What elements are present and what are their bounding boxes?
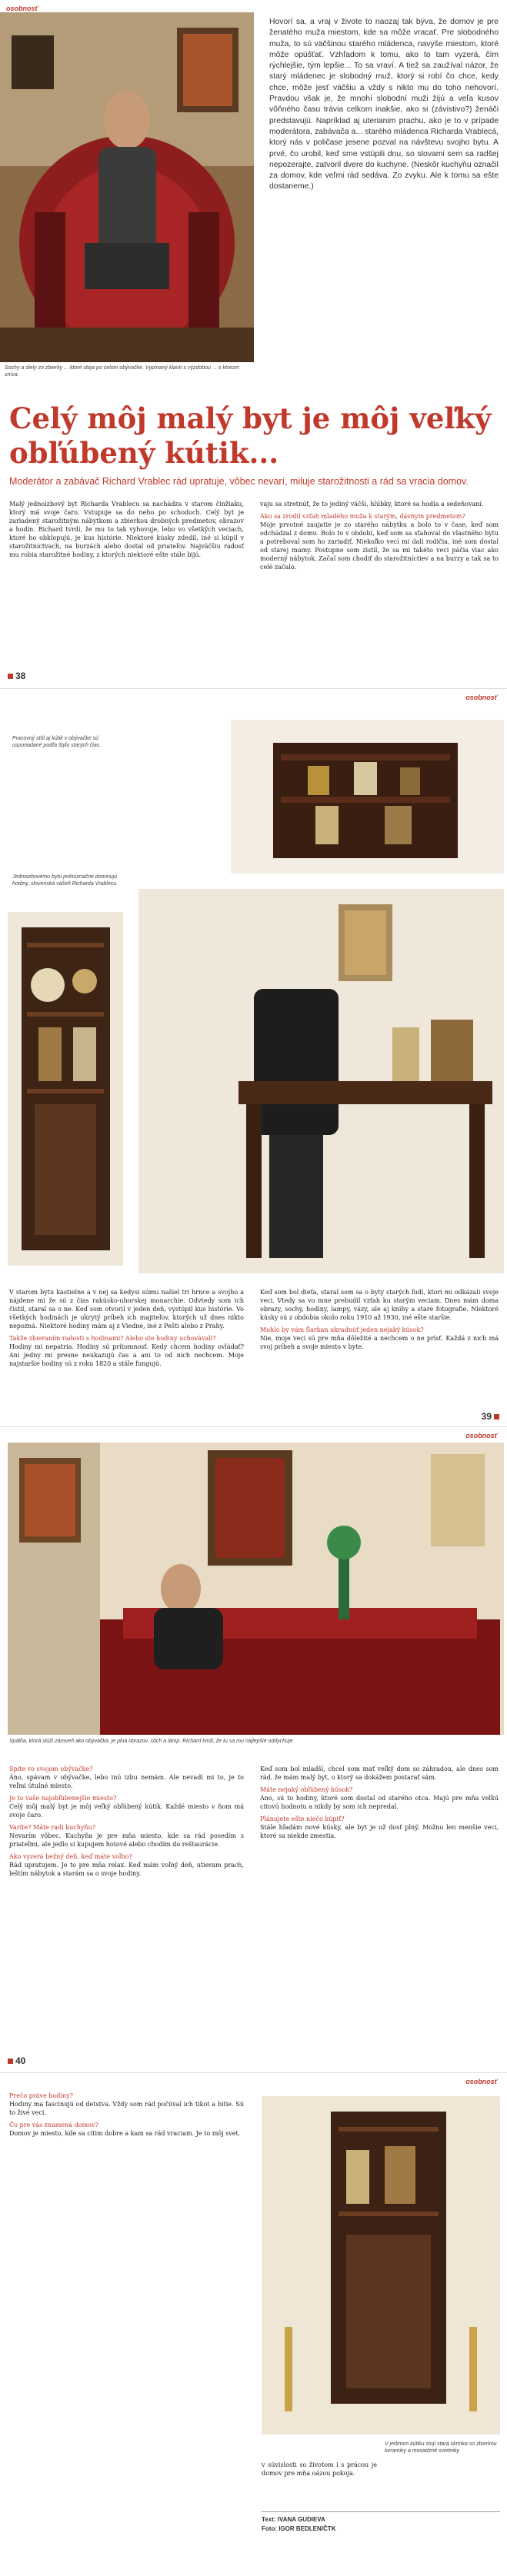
page40-col-left xyxy=(9,1765,244,1882)
page38-body-left: Malý jednoizbový byt Richarda Vrablecu sa nachádza v starom činžiaku, ktorý má svoje čaro. Vstupuje sa do neho po schodoch. Celý byt je zariadený starožitným nábytkom a zbierkou drobných predmetov, obrazov a hodín. Richard tvrdí, že mu to tak vyhovuje, lebo vo všetkých veciach, ktoré ho obklopujú, je kus histórie. Niektoré kúsky zdedil, iné si kúpil v starožitníctvach, na burzách alebo dostal od priateľov. Najväčšiu radosť mu robia starožitné hodiny, z ktorých niektoré ešte stále bijú. xyxy=(9,501,244,558)
man-in-chair-illustration xyxy=(0,12,254,362)
page-number-marker-2 xyxy=(8,2058,13,2064)
page40-body-2: Celý môj malý byt je môj veľký obľúbený kútik. Každé miesto v ňom má svoje čaro. xyxy=(9,1803,244,1819)
page40-question-2: Je to vaše najobľúbenejšie miesto? xyxy=(9,1795,117,1802)
page39-body-left-2: Hodiny mi nepatria. Hodiny sú prítomnosť. Kedy chcem hodiny ovládať? Ani jedny mi presne neukazujú čas a ani to od nich nechcem. Moje najstaršie hodiny sú z roku 1820 a stále fungujú. xyxy=(9,1343,244,1367)
page39-body-left: V starom bytu kastielne a v nej sa kedysi súmu našiel tri hrnce a svojho a nájdene mi že sú z čias rakúsko-uhorskej monarchie. Odvtedy som ich čistil, staral sa o ne. Keď som otvoril v jeden deň, vystúpil kus histórie. Vo všetkých hodinách je ukrytý príbeh ich majiteľov, ktorých už dnes nikto nepozná. Niektoré hodiny mám aj z Viedne, iné z Pešti alebo z Prahy. xyxy=(9,1289,244,1330)
page39-col-left xyxy=(9,1288,244,1372)
page-38-images xyxy=(0,688,507,1288)
page40-question-4: Ako vyzerá bežný deň, keď máte voľno? xyxy=(9,1853,132,1860)
page39-question-1: Takže zbieraním radosti s hodinami? Alebo ste hodiny uchovávali? xyxy=(9,1335,216,1342)
section-label-3: osobnosť xyxy=(465,1432,498,1439)
caption-desk: Pracovný stôl aj kútik v obývačke sú usporiadané podľa štýlu starých čias. xyxy=(12,736,102,748)
credits-photo-author: Foto: IGOR BEDLEN/ČTK xyxy=(262,2525,336,2532)
caption-clocks: Jednoizbovému bytu jednoznačne dominujú hodiny, slovenská vášeň Richarda Vrablecu. xyxy=(12,874,118,887)
page39-col-right xyxy=(260,1288,499,1355)
page40b-question-1: Prečo práve hodiny? xyxy=(9,2092,73,2099)
section-label: osobnosť xyxy=(6,5,38,12)
page40-col-right xyxy=(260,1765,499,1844)
page39-body-right: Keď som bol dieťa, staral som sa o byty starých ľudí, ktorí mi odkázali svoje veci. Vtedy sa vo mne prebudil vzťah ku starým veciam. Dnes mám doma obrazy, sochy, hodiny, lampy, vázy, ale aj knihy a staré fotografie. Niektoré kúsky sú z obdobia okolo roku 1910 až 1930, iné ešte staršie. xyxy=(260,1289,499,1321)
photo-wall-shelf xyxy=(231,720,504,874)
page-number-38: 38 xyxy=(8,671,25,681)
page-number-40: 40 xyxy=(8,2055,25,2066)
page40-question-6: Plánujete ešte niečo kúpiť? xyxy=(260,1816,345,1822)
page-39-text xyxy=(0,1288,507,1426)
hero-intro: Hovorí sa, a vraj v živote to naozaj tak býva, že domov je pre ženatého muža miestom, kde sa môže vracať. Pre slobodného muža, to sú väčšinou starého mládenca, navyše miestom, ktoré môže opúšťať. Vzhľadom k tomu, ako to tam vyzerá, čím rýchlejšie, tým lepšie... To sa vraví. A tiež sa zaužíval názor, že starý mládenec je slobodný muž, ktorý si robí čo chce, kedy chce, môže jesť väčšiu a vždy s nikto mu do toho nehovorí. Pravdou však je, že mnohí slobodní muži žijú a veľa kusov vôňného času trávia celkom inakšie, ako si (závistivo?) ženáči predstavujú. Napríklad aj uterianim prachu, ako je to v prípade moderátora, zabávača a... starého mládenca Richarda Vrablecá, ktorý nás v poličase jesene pozval na návštevu svojho bytu. A prvé, čo urobil, keď sme vstúpili dnu, so slovami sem sa radšej nepozerajte, zatvoril dvere do kuchyne. (Neskôr kuchyňu označil za domov, kde veľmi rád sedáva. Zo zvyku. Ale k tomu sa ešte dostaneme.) xyxy=(269,18,499,191)
page40b-question-2: Čo pre vás znamená domov? xyxy=(9,2122,98,2128)
credits-text-author: Text: IVANA GUDIEVA xyxy=(262,2516,325,2523)
page-40-text xyxy=(0,1765,507,2072)
page38-body-right xyxy=(260,500,499,575)
page38-body-right-1: vaju sa stretnúť, že to jediný väčší, hlúbky, ktoré sa hodia a sedeňovaní. xyxy=(260,501,484,508)
page39-question-2: Mohlo by vám Šarkan ukradnúť jeden nejaký kúsok? xyxy=(260,1326,424,1333)
photo-corner-cabinet xyxy=(262,2096,500,2435)
article-title: Celý môj malý byt je môj veľký obľúbený kútik... xyxy=(9,401,492,470)
page40b-col-left xyxy=(9,2092,244,2142)
page38-question-1: Ako sa zrodil vzťah mladého muža k starým, dávnym predmetom? xyxy=(260,513,465,520)
photo-desk-chair xyxy=(138,889,504,1273)
page-39-photo xyxy=(0,1426,507,1765)
page40-question-5: Máte nejaký obľúbený kúsok? xyxy=(260,1786,353,1793)
section-label-2: osobnosť xyxy=(465,694,498,701)
page40b-body-2: Domov je miesto, kde sa cítim dobre a kam sa rád vraciam. Je to môj svet. xyxy=(9,2130,241,2137)
corner-caption: V jedinom kútiku stojí stará skrinka so zbierkou keramiky a mosadzné svietniky. xyxy=(385,2441,497,2454)
page40b-closing: v súvislosti so životom i s prácou je domov pre mňa oázou pokoja. xyxy=(262,2461,377,2477)
article-subtitle: Moderátor a zabávač Richard Vrablec rád upratuje, vôbec nevarí, miluje starožitnosti a rád sa vracia domov. xyxy=(9,476,469,487)
credits-divider xyxy=(262,2511,500,2512)
photo-man-in-chair xyxy=(0,12,254,362)
page40-body-3: Nevarím vôbec. Kuchyňa je pre mňa miesto, kde sa rád posedím s priateľmi, ale jedlo si kupujem hotové alebo chodím do reštaurácie. xyxy=(9,1832,244,1848)
photo-man-on-bed xyxy=(8,1443,504,1735)
page40-body-right-3: Stále hľadám nové kúsky, ale byt je už dosť plný. Možno len menšie veci, ktoré sa niekde zmestia. xyxy=(260,1824,499,1839)
page40-body-right-2: Áno, sú to hodiny, ktoré som dostal od starého otca. Majú pre mňa veľkú citovú hodnotu a nikdy by som ich nepredal. xyxy=(260,1795,499,1810)
page-number-39: 39 xyxy=(482,1411,499,1422)
page40-question-1: Spíte vo svojom obývačke? xyxy=(9,1766,93,1772)
page-number-marker xyxy=(8,674,13,679)
page39-body-right-2: Nie, moje veci sú pre mňa dôležité a nechcem o ne prísť. Každá z nich má svoj príbeh a svoje miesto v byte. xyxy=(260,1335,499,1350)
bedroom-caption: Spálňa, ktorá slúži zároveň ako obývačka, je plná obrazov, sôch a lámp. Richard tvrdí, že tu sa mu najlepšie oddychuje. xyxy=(9,1739,295,1744)
photo-clock-cabinet xyxy=(8,912,123,1266)
section-label-4: osobnosť xyxy=(465,2078,498,2085)
page-hero xyxy=(0,0,507,688)
page-40b xyxy=(0,2072,507,2576)
hero-caption: Sochy a diely zo zbierky ... ktoré stoja po celom obývačke. Vypínaný klavír s výzdobou ... o ktorom sníva. xyxy=(5,365,239,378)
page38-body-right-2: Moje prvotné zaujatie je zo starého nábytku a bolo to v čase, keď som odchádzal z domu. Bolo to v období, keď som sa sťahoval do vlastného bytu a potreboval som ho zariadiť. Niekoľko vecí mi dali rodičia, iné som dostal od starej mamy. Postupne som zistil, že sa mi takéto veci páčia viac ako moderný nábytok. Začal som chodiť do starožitníctiev a na burzy a tak sa to celé začalo. xyxy=(260,521,499,571)
page40-body-4: Rád upratujem. Je to pre mňa relax. Keď mám voľný deň, utieram prach, leštím nábytok a starám sa o svoje hodiny. xyxy=(9,1862,244,1877)
page40-question-3: Varíte? Máte radi kuchyňu? xyxy=(9,1824,95,1831)
page40-body-1: Áno, spávam v obývačke, lebo inú izbu nemám. Ale nevadí mi to, je to veľmi útulné miesto. xyxy=(9,1774,244,1789)
page40-body-right: Keď som bol mladší, chcel som mať veľký dom so záhradou, ale dnes som rád, že mám malý byt, o ktorý sa dokážem postarať sám. xyxy=(260,1766,499,1781)
page40b-body-1: Hodiny ma fascinujú od detstva. Vždy som rád počúval ich tikot a bitie. Sú to živé veci. xyxy=(9,2101,244,2116)
